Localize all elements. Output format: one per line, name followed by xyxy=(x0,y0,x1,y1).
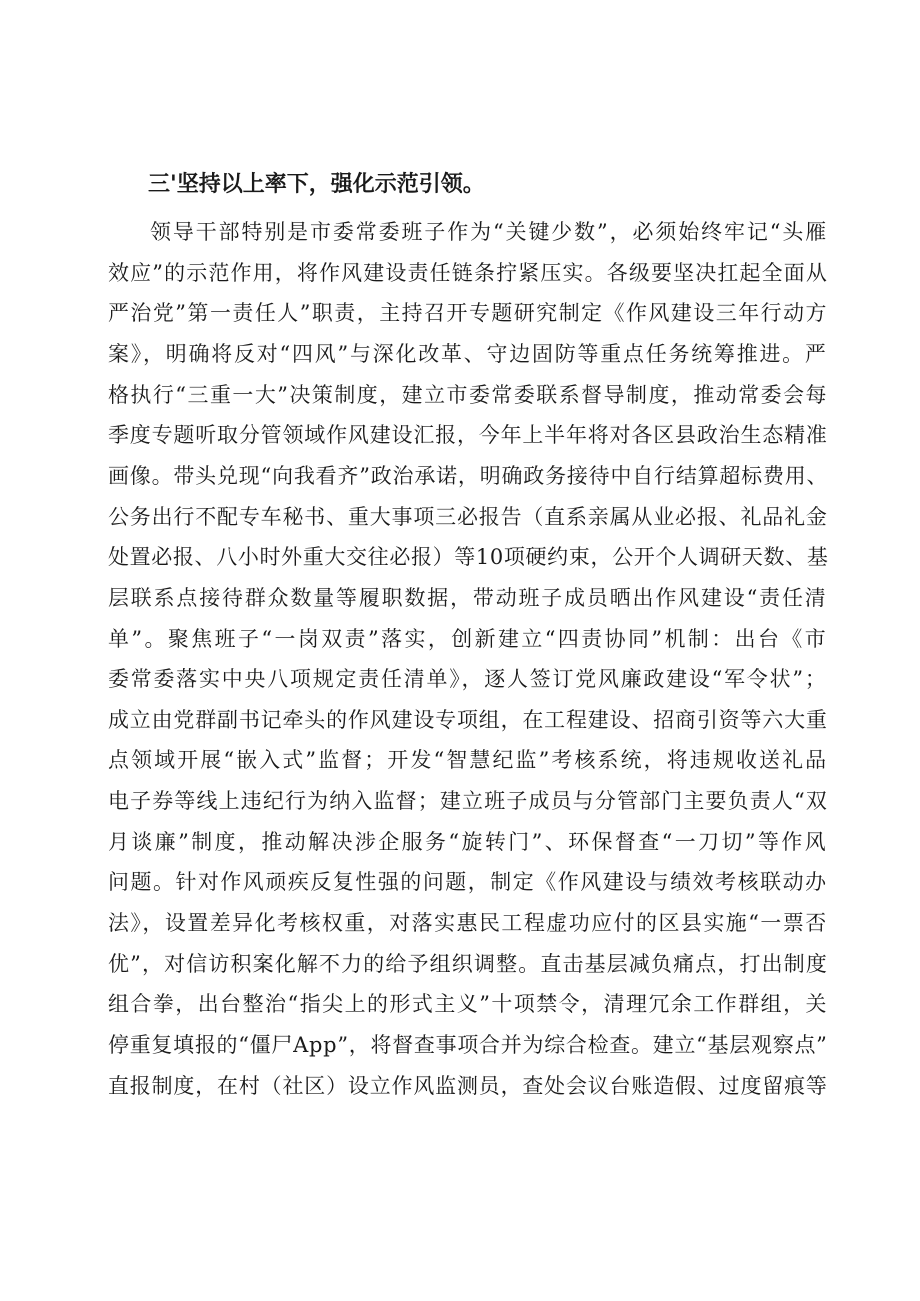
paragraph-line: 点领域开展“嵌入式”监督；开发“智慧纪监”考核系统，将违规收送礼品 xyxy=(108,748,829,772)
paragraph-line: 电子券等线上违纪行为纳入监督；建立班子成员与分管部门主要负责人“双 xyxy=(108,789,829,813)
paragraph-line: 问题。针对作风顽疾反复性强的问题，制定《作风建设与绩效考核联动办 xyxy=(108,870,828,894)
paragraph-line: 效应”的示范作用，将作风建设责任链条拧紧压实。各级要坚决扛起全面从 xyxy=(108,261,829,285)
paragraph-line: 严治党”第一责任人”职责，主持召开专题研究制定《作风建设三年行动方 xyxy=(108,301,828,325)
paragraph-line: 优”，对信访积案化解不力的给予组织调整。直击基层减负痛点，打出制度 xyxy=(108,952,829,976)
paragraph-line: 层联系点接待群众数量等履职数据，带动班子成员晒出作风建设“责任清 xyxy=(108,586,828,610)
paragraph-line: 月谈廉”制度，推动解决涉企服务“旋转门”、环保督查“一刀切”等作风 xyxy=(108,830,829,854)
paragraph-line: 成立由党群副书记牵头的作风建设专项组，在工程建设、招商引资等六大重 xyxy=(108,708,828,732)
paragraph-line: 格执行“三重一大”决策制度，建立市委常委联系督导制度，推动常委会每 xyxy=(108,383,828,407)
paragraph-line: 画像。带头兑现“向我看齐”政治承诺，明确政务接待中自行结算超标费用、 xyxy=(108,464,829,488)
paragraph-line: 委常委落实中央八项规定责任清单》，逐人签订党风廉政建设“军令状”； xyxy=(108,667,828,691)
paragraph-line: 法》，设置差异化考核权重，对落实惠民工程虚功应付的区县实施“一票否 xyxy=(108,911,828,935)
paragraph-line: 案》，明确将反对“四风”与深化改革、守边固防等重点任务统筹推进。严 xyxy=(108,342,828,366)
paragraph-line: 公务出行不配专车秘书、重大事项三必报告（直系亲属从业必报、礼品礼金 xyxy=(108,505,828,529)
paragraph-line: 直报制度，在村（社区）设立作风监测员，查处会议台账造假、过度留痕等 xyxy=(108,1074,828,1098)
paragraph-line: 领导干部特别是市委常委班子作为“关键少数”，必须始终牢记“头雁 xyxy=(150,220,829,244)
paragraph-line: 处置必报、八小时外重大交往必报）等10项硬约束，公开个人调研天数、基 xyxy=(108,545,829,569)
paragraph-line: 停重复填报的“僵尸App”，将督查事项合并为综合检查。建立“基层观察点” xyxy=(108,1033,828,1057)
section-heading: 三'坚持以上率下，强化示范引领。 xyxy=(148,172,485,197)
paragraph-line: 季度专题听取分管领域作风建设汇报，今年上半年将对各区县政治生态精准 xyxy=(108,423,828,447)
paragraph-line: 单”。聚焦班子“一岗双责”落实，创新建立“四责协同”机制：出台《市 xyxy=(108,627,829,651)
paragraph-line: 组合拳，出台整治“指尖上的形式主义”十项禁令，清理冗余工作群组，关 xyxy=(108,992,828,1016)
